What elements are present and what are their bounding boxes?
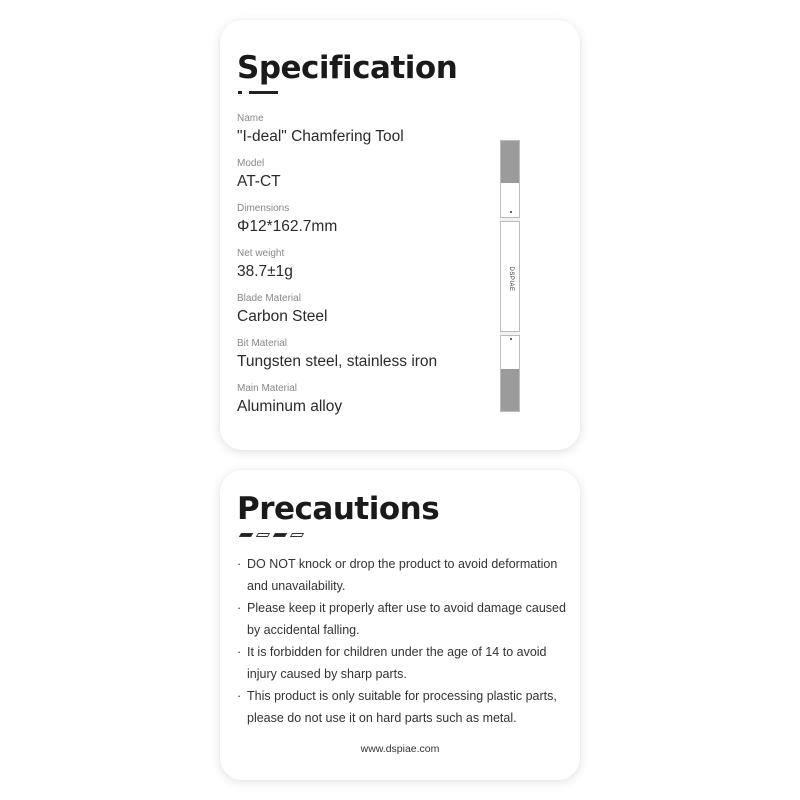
precaution-item xyxy=(237,685,572,729)
title-dash-decoration xyxy=(240,533,320,539)
precaution-line: DO NOT knock or drop the product to avoid deformation xyxy=(247,557,558,571)
spec-item-bit-material xyxy=(237,338,487,383)
precaution-line: injury caused by sharp parts. xyxy=(247,667,407,681)
precaution-line: It is forbidden for children under the age of 14 to avoid xyxy=(247,645,547,659)
bullet: · xyxy=(237,557,242,571)
precaution-item xyxy=(237,641,572,685)
precaution-item xyxy=(237,553,572,597)
spec-label: Dimensions xyxy=(237,203,290,214)
spec-list xyxy=(237,113,487,428)
spec-label: Model xyxy=(237,158,265,169)
spec-item-model xyxy=(237,158,487,203)
precaution-line: and unavailability. xyxy=(247,579,346,593)
precaution-line: Please keep it properly after use to avoid damage caused xyxy=(247,601,566,615)
spec-item-net-weight xyxy=(237,248,487,293)
spec-item-blade-material xyxy=(237,293,487,338)
spec-label: Net weight xyxy=(237,248,285,259)
spec-label: Blade Material xyxy=(237,293,301,304)
spec-value: "I-deal" Chamfering Tool xyxy=(237,128,404,145)
spec-value: Carbon Steel xyxy=(237,308,328,325)
spec-label: Bit Material xyxy=(237,338,288,349)
bullet: · xyxy=(237,689,242,703)
pen-cap-bottom xyxy=(501,369,519,411)
spec-value: Tungsten steel, stainless iron xyxy=(237,353,438,370)
precautions-card xyxy=(220,470,580,780)
spec-item-main-material xyxy=(237,383,487,428)
precautions-title: Precautions xyxy=(237,491,440,527)
spec-value: 38.7±1g xyxy=(237,263,293,280)
pen-brand-label: DSPIAE xyxy=(508,266,514,292)
precaution-line: please do not use it on hard parts such as metal. xyxy=(247,711,517,725)
spec-value: AT-CT xyxy=(237,173,281,190)
bullet: · xyxy=(237,601,242,615)
spec-item-name xyxy=(237,113,487,158)
website-link[interactable]: www.dspiae.com xyxy=(360,743,440,755)
precaution-line: This product is only suitable for processing plastic parts, xyxy=(247,689,557,703)
spec-label: Name xyxy=(237,113,264,124)
precaution-item xyxy=(237,597,572,641)
title-underline xyxy=(238,91,278,94)
pen-ring xyxy=(500,217,520,222)
pen-ring xyxy=(500,331,520,336)
precaution-line: by accidental falling. xyxy=(247,623,360,637)
bullet: · xyxy=(237,645,242,659)
pen-dot-mark xyxy=(510,338,512,340)
specification-title: Specification xyxy=(237,50,458,86)
precautions-list xyxy=(237,553,572,729)
pen-cap-top xyxy=(501,141,519,183)
spec-item-dimensions xyxy=(237,203,487,248)
pen-dot-mark xyxy=(510,211,512,213)
spec-label: Main Material xyxy=(237,383,298,394)
specification-card xyxy=(220,20,580,450)
spec-value: Φ12*162.7mm xyxy=(237,218,338,235)
chamfering-tool-illustration xyxy=(500,140,520,412)
spec-value: Aluminum alloy xyxy=(237,398,343,415)
